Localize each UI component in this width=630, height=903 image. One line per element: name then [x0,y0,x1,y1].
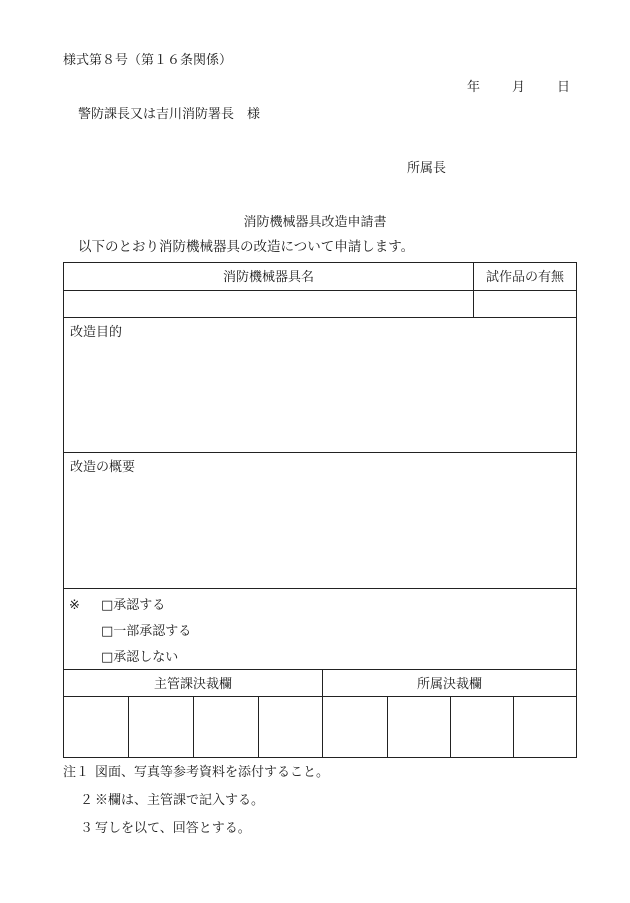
note-text: 写しを以て、回答とする。 [95,821,251,836]
addressee: 警防課長又は吉川消防署長 様 [78,107,261,122]
seal-cell[interactable] [63,696,129,758]
approval-mark: ※ [69,598,80,613]
equipment-name-header-cell [63,262,474,291]
note-number: ２ [80,793,94,808]
approval-option-reject[interactable]: □承認しない [101,650,179,665]
seal-cell[interactable] [322,696,388,758]
purpose-field[interactable] [63,317,577,453]
year-label: 年 [467,80,481,95]
approval-option-partial[interactable]: □一部承認する [101,624,192,639]
note-number: 注１ [63,765,90,780]
prototype-field[interactable] [473,290,577,318]
document-title: 消防機械器具改造申請書 [243,215,387,230]
prototype-header-cell [473,262,577,291]
overview-label: 改造の概要 [70,460,136,475]
seal-cell[interactable] [128,696,194,758]
day-label: 日 [557,80,571,95]
note-text: ※欄は、主管課で記入する。 [95,793,265,808]
affiliation-decision-header: 所属決裁欄 [416,677,482,692]
application-form-table [63,262,577,758]
main-section-decision-header: 主管課決裁欄 [153,677,232,692]
equipment-name-field[interactable] [63,290,474,318]
note-number: ３ [80,821,94,836]
prototype-header: 試作品の有無 [485,270,564,285]
main-section-decision-header-cell [63,669,323,697]
form-code: 様式第８号（第１６条関係） [63,53,233,68]
affiliation-decision-header-cell [322,669,577,697]
approval-section [63,588,577,670]
seal-cell[interactable] [450,696,514,758]
note-text: 図面、写真等参考資料を添付すること。 [95,765,330,780]
seal-cell[interactable] [193,696,259,758]
seal-cell[interactable] [387,696,451,758]
intro-text: 以下のとおり消防機械器具の改造について申請します。 [78,239,415,255]
month-label: 月 [512,80,526,95]
overview-field[interactable] [63,452,577,589]
equipment-name-header: 消防機械器具名 [222,270,314,285]
seal-cell[interactable] [513,696,577,758]
approval-option-approve[interactable]: □承認する [101,598,166,613]
purpose-label: 改造目的 [70,325,123,340]
applicant-label: 所属長 [407,161,447,176]
seal-cell[interactable] [258,696,323,758]
